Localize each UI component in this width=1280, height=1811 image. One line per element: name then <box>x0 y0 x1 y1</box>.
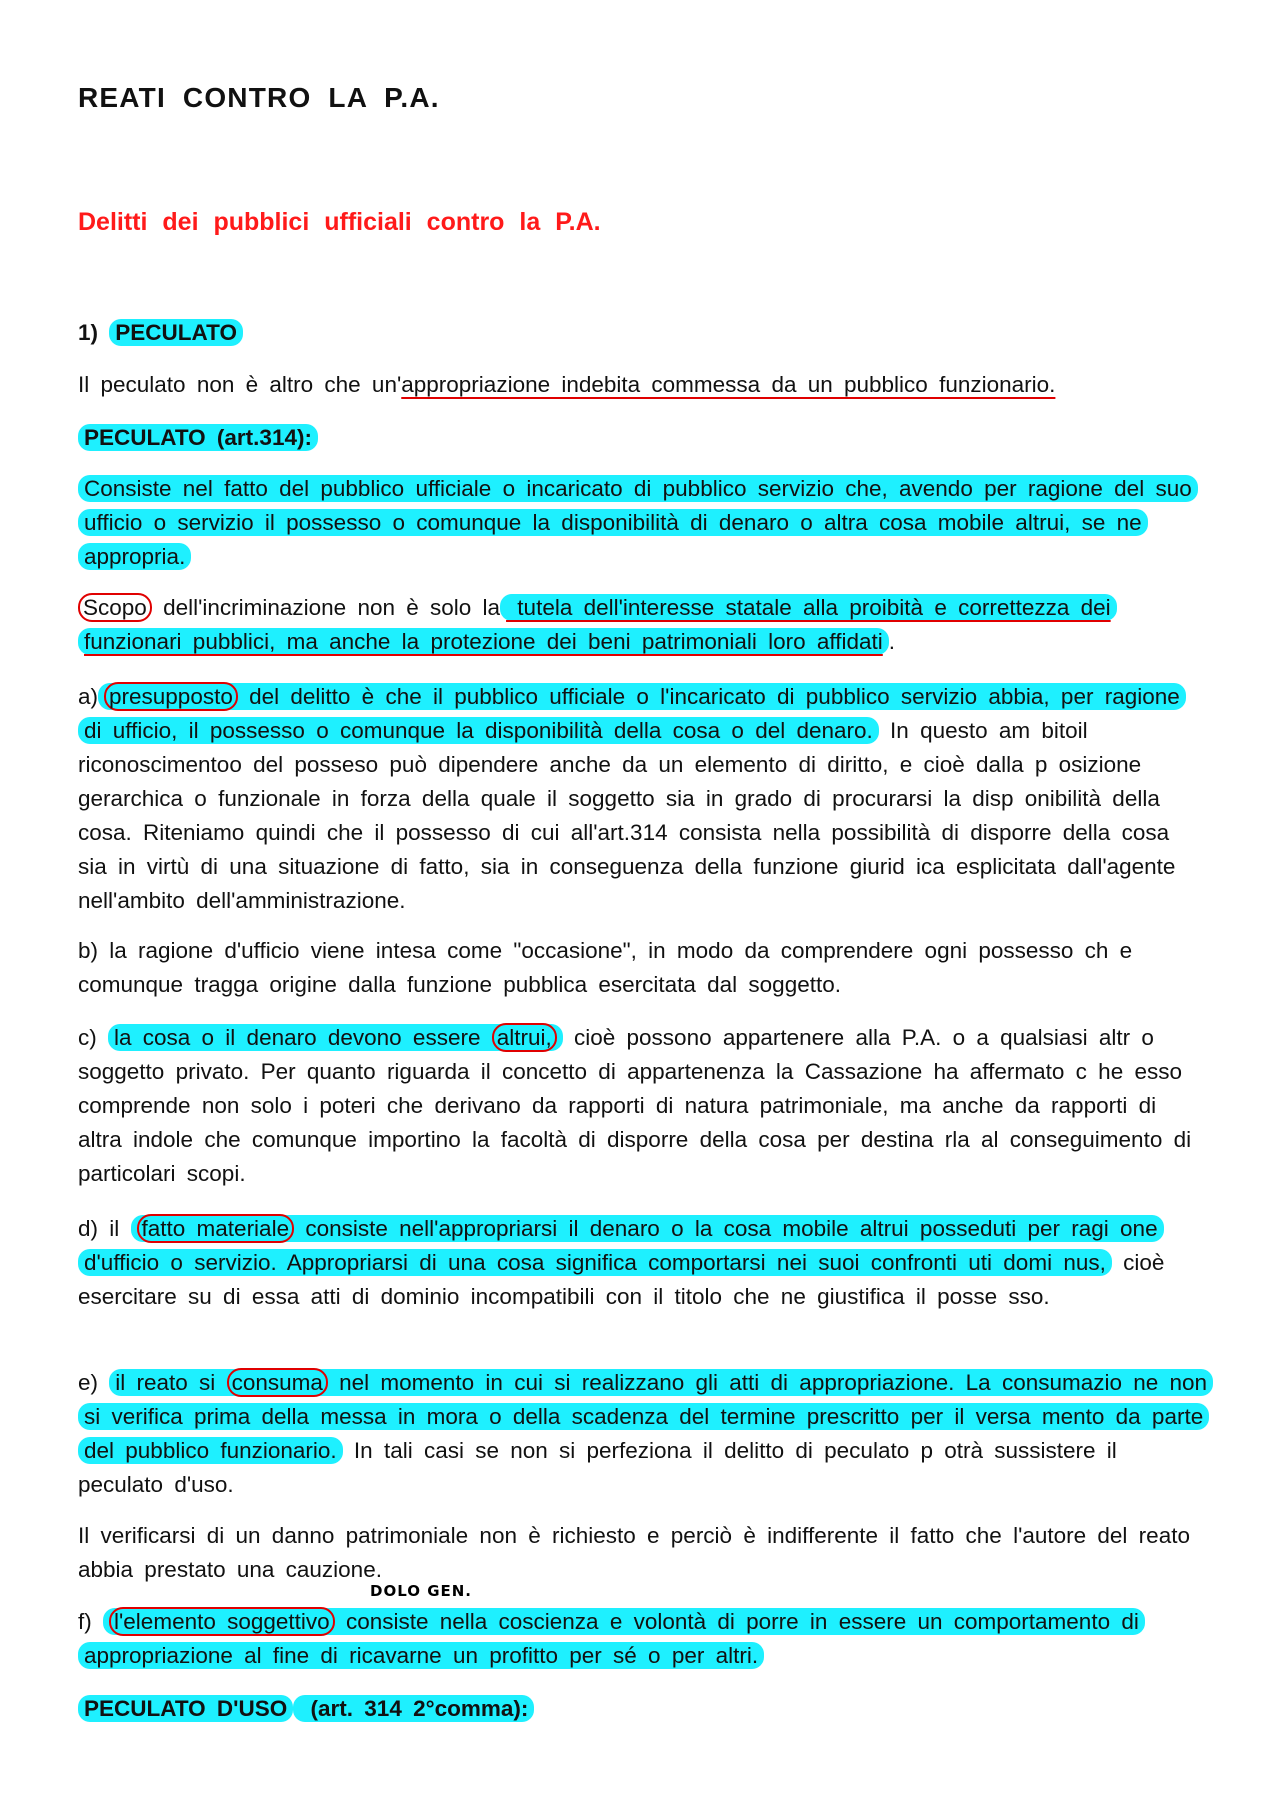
scopo-circled: Scopo <box>78 593 152 622</box>
heading-peculato-uso <box>78 1692 1208 1726</box>
heading-uso-text: (art. 314 2°comma): <box>293 1695 534 1722</box>
para-e-highlight-pre: il reato si <box>115 1370 227 1395</box>
para-a-highlight: del delitto è che il pubblico ufficiale o l'incaricato di pubblico servizio abbia, per ragione di ufficio, il possesso o comunque la disponibilità della cosa o del denaro. <box>84 684 1180 743</box>
para-b-text: b) la ragione d'ufficio viene intesa come "occasione", in modo da comprendere ogni possesso ch e comunque tragga origine dalla funzione pubblica esercitata dal soggetto. <box>78 938 1133 997</box>
para-a-circled: presupposto <box>104 682 238 711</box>
heading-uso-highlight: PECULATO D'USO <box>78 1695 293 1722</box>
para-d-text: cioè esercitare su di essa atti di dominio incompatibili con il titolo che ne giustifica il posse sso. <box>78 1250 1165 1309</box>
para-a-letter: a) <box>78 684 99 709</box>
heading-art314 <box>78 421 1208 455</box>
para-c-circled: altrui, <box>492 1023 557 1052</box>
para-e-text: In tali casi se non si perfeziona il delitto di peculato p otrà sussistere il peculato d'uso. <box>78 1438 1117 1497</box>
intro-paragraph <box>78 368 1208 402</box>
scopo-text: dell'incriminazione non è solo la <box>151 595 501 620</box>
intro-underlined: appropriazione indebita commessa da un pubblico funzionario. <box>401 372 1056 397</box>
section-label: PECULATO <box>109 319 243 346</box>
definition-paragraph <box>78 472 1208 574</box>
definition-text: Consiste nel fatto del pubblico ufficiale o incaricato di pubblico servizio che, avendo per ragione del suo ufficio o servizio il possesso o comunque la disponibilità di denaro o altra cosa mobile altrui, se ne appropria. <box>78 475 1198 570</box>
page-title: REATI CONTRO LA P.A. <box>78 82 440 113</box>
intro-text: Il peculato non è altro che un' <box>78 372 402 397</box>
scopo-highlight: tutela dell'interesse statale alla proibità e correttezza dei funzionari pubblici, ma anche la protezione dei beni patrimoniali loro affidati <box>78 594 1117 655</box>
para-d-highlight: consiste nell'appropriarsi il denaro o la cosa mobile altrui posseduti per ragi one d'ufficio o servizio. Appropriarsi di una cosa significa comportarsi nei suoi confronti uti domi nus, <box>84 1216 1158 1275</box>
para-d-letter: d) il <box>78 1216 131 1241</box>
paragraph-b <box>78 934 1208 1002</box>
para-danno-text: Il verificarsi di un danno patrimoniale non è richiesto e perciò è indifferente il fatto che l'autore del reato abbia prestato una cauzione. <box>78 1523 1190 1582</box>
section-subtitle: Delitti dei pubblici ufficiali contro la P.A. <box>78 208 601 236</box>
paragraph-d <box>78 1212 1208 1314</box>
para-c-highlight: la cosa o il denaro devono essere <box>114 1025 492 1050</box>
para-a-text: In questo am bitoil riconoscimentoo del posseso può dipendere anche da un elemento di diritto, e cioè dalla p osizione gerarchica o funzionale in forza della quale il soggetto sia in grado di procurarsi la disp onibilità della cosa. Riteniamo quindi che il possesso di cui all'art.314 consista nella possibilità di disporre della cosa sia in virtù di una situazione di fatto, sia in conseguenza della funzione giurid ica esplicitata dall'agente nell'ambito dell'amministrazione. <box>78 718 1176 913</box>
para-e-circled: consuma <box>227 1368 328 1397</box>
heading-art314-text: PECULATO (art.314): <box>78 424 318 451</box>
para-d-circled: fatto materiale <box>137 1214 295 1243</box>
para-f-letter: f) <box>78 1609 103 1634</box>
paragraph-e <box>78 1366 1208 1502</box>
para-c-letter: c) <box>78 1025 108 1050</box>
paragraph-danno <box>78 1519 1208 1587</box>
scopo-end: . <box>888 629 896 654</box>
paragraph-c <box>78 1021 1208 1191</box>
para-f-circled: l'elemento soggettivo <box>109 1607 335 1636</box>
para-e-letter: e) <box>78 1370 110 1395</box>
scopo-paragraph <box>78 591 1208 659</box>
paragraph-f <box>78 1605 1208 1673</box>
para-c-text: cioè possono appartenere alla P.A. o a qualsiasi altr o soggetto privato. Per quanto riguarda il concetto di appartenenza la Cassazione ha affermato c he esso comprende non solo i poteri che derivano da rapporti di natura patrimoniale, ma anche da rapporti di altra indole che comunque importino la facoltà di disporre della cosa per destina rla al conseguimento di particolari scopi. <box>78 1025 1192 1186</box>
para-f-highlight: consiste nella coscienza e volontà di porre in essere un comportamento di appropriazione al fine di ricavarne un profitto per sé o per altri. <box>84 1609 1139 1668</box>
section-number: 1) <box>78 320 99 345</box>
paragraph-a <box>78 680 1208 918</box>
para-e-highlight: nel momento in cui si realizzano gli atti di appropriazione. La consumazio ne non si verifica prima della messa in mora o della scadenza del termine prescritto per il versa mento da parte del pubblico funzionario. <box>84 1370 1208 1463</box>
section-heading-peculato <box>78 316 1208 350</box>
handwritten-annotation: DOLO GEN. <box>370 1582 473 1600</box>
